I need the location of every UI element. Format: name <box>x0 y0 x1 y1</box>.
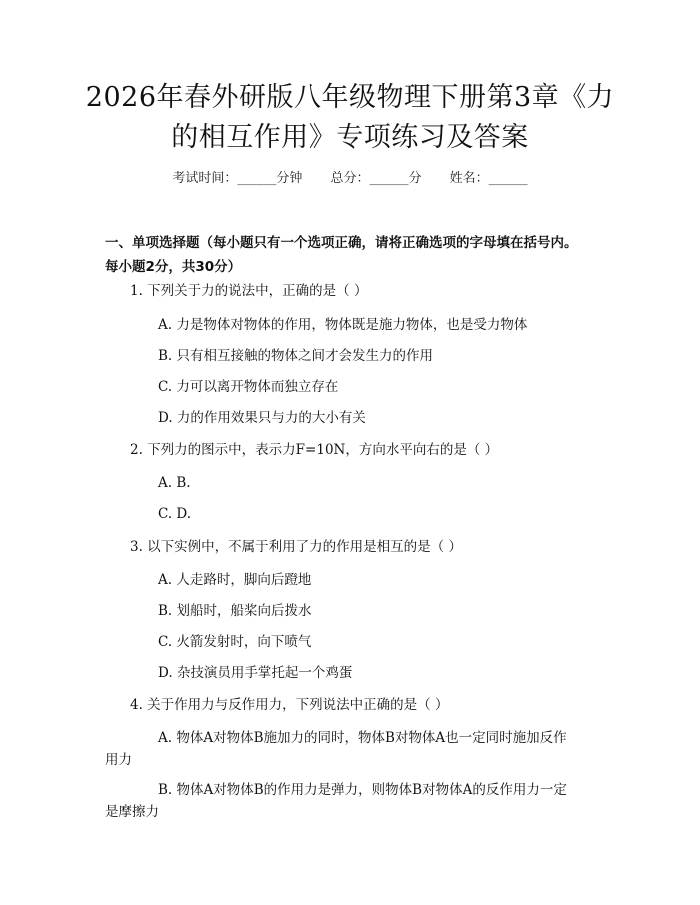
question-4-option-a: A. 物体A对物体B施加力的同时，物体B对物体A也一定同时施加反作 <box>158 730 567 746</box>
question-3-option-a: A. 人走路时，脚向后蹬地 <box>158 572 312 588</box>
question-4-option-b: B. 物体A对物体B的作用力是弹力，则物体B对物体A的反作用力一定 <box>158 782 567 798</box>
question-4-option-a-cont: 用力 <box>105 752 132 768</box>
question-2-options-cd: C. D. <box>158 506 192 522</box>
question-4-option-b-cont: 是摩擦力 <box>105 804 159 820</box>
exam-meta-row <box>0 167 700 186</box>
question-2-options-ab: A. B. <box>158 475 191 491</box>
section-heading-line-1: 一、单项选择题（每小题只有一个选项正确，请将正确选项的字母填在括号内。 <box>105 235 578 251</box>
question-3-option-d: D. 杂技演员用手掌托起一个鸡蛋 <box>158 665 353 681</box>
question-1-option-a: A. 力是物体对物体的作用，物体既是施力物体，也是受力物体 <box>158 317 528 333</box>
title-line-1: 2026年春外研版八年级物理下册第3章《力 <box>85 82 615 113</box>
title-line-2: 的相互作用》专项练习及答案 <box>171 122 529 153</box>
student-name-label: 姓名：______ <box>449 171 528 186</box>
question-1-option-d: D. 力的作用效果只与力的大小有关 <box>158 410 366 426</box>
question-1-option-b: B. 只有相互接触的物体之间才会发生力的作用 <box>158 348 434 364</box>
document-title <box>60 78 640 158</box>
question-4-stem: 4. 关于作用力与反作用力，下列说法中正确的是（ ） <box>130 697 449 713</box>
question-3-stem: 3. 以下实例中，不属于利用了力的作用是相互的是（ ） <box>130 539 462 555</box>
section-heading <box>105 231 605 279</box>
question-1-stem: 1. 下列关于力的说法中，正确的是（ ） <box>130 283 368 299</box>
question-3-option-b: B. 划船时，船桨向后拨水 <box>158 603 312 619</box>
question-2-stem: 2. 下列力的图示中，表示力F=10N，方向水平向右的是（ ） <box>130 442 499 458</box>
question-3-option-c: C. 火箭发射时，向下喷气 <box>158 634 312 650</box>
section-heading-line-2: 每小题2分，共30分） <box>105 259 242 275</box>
question-1-option-c: C. 力可以离开物体而独立存在 <box>158 379 339 395</box>
exam-time-label: 考试时间：______分钟 <box>172 171 303 186</box>
total-score-label: 总分：______分 <box>330 171 422 186</box>
